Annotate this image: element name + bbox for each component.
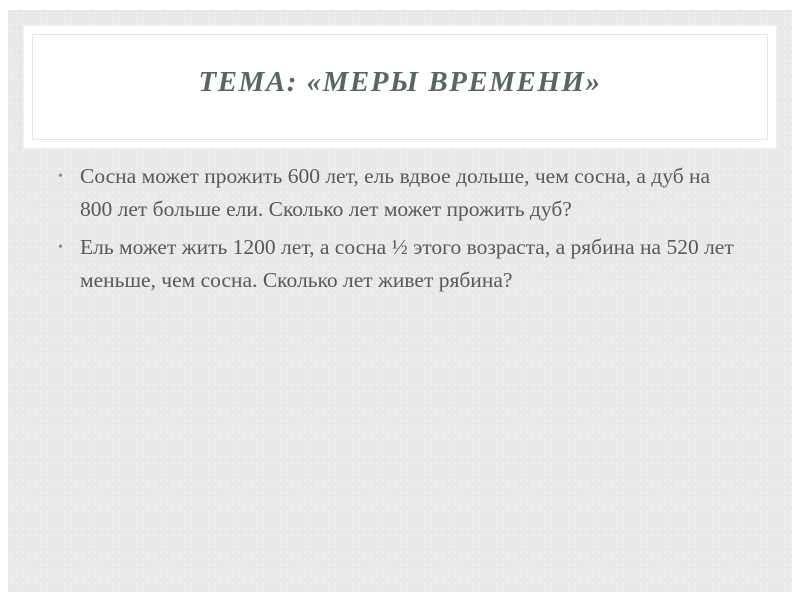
bullet-item xyxy=(58,160,738,226)
bullet-text: Сосна может прожить 600 лет, ель вдвое дольше, чем сосна, а дуб на 800 лет больше ели. Сколько лет может прожить дуб? xyxy=(80,164,711,221)
bullet-text: Ель может жить 1200 лет, а сосна ½ этого возраста, а рябина на 520 лет меньше, чем сосна. Сколько лет живет рябина? xyxy=(80,235,734,292)
slide-title: ТЕМА: «МЕРЫ ВРЕМЕНИ» xyxy=(198,65,602,98)
title-box xyxy=(24,26,776,148)
bullet-dot-icon: • xyxy=(58,240,63,255)
slide xyxy=(8,10,792,592)
bullet-list xyxy=(58,160,738,302)
title-frame xyxy=(32,34,768,140)
bullet-item xyxy=(58,231,738,297)
bullet-dot-icon: • xyxy=(58,169,63,184)
